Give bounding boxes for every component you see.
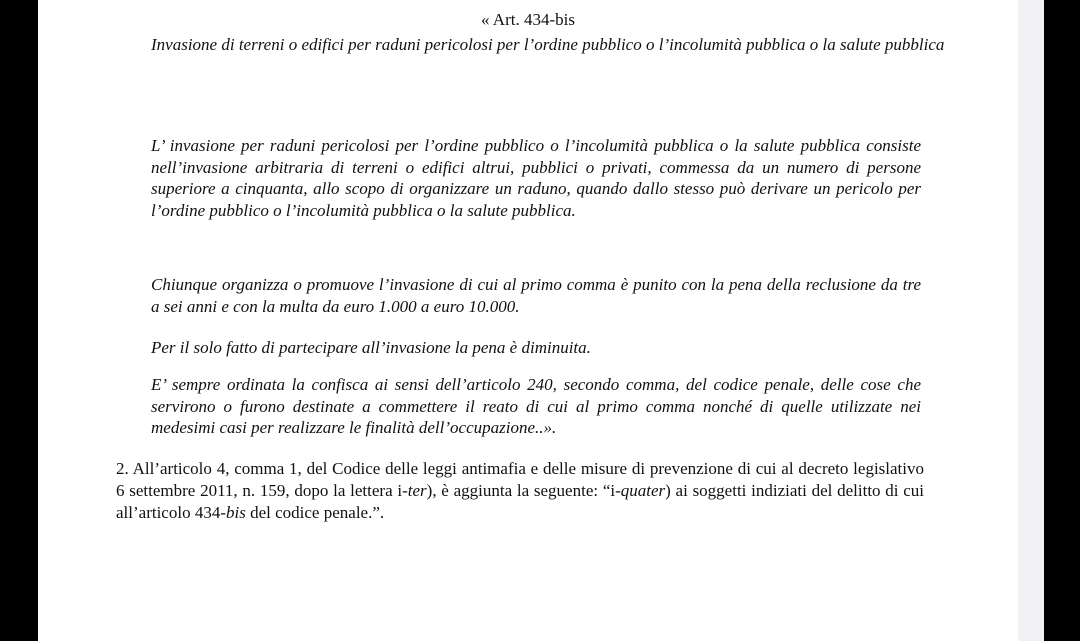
document-page	[38, 0, 1018, 641]
paragraph-2: Chiunque organizza o promuove l’invasione di cui al primo comma è punito con la pena della reclusione da tre a sei anni e con la multa da euro 1.000 a euro 10.000.	[151, 275, 921, 316]
item-2-text-c: ) ai soggetti indiziati del delitto di cui all’articolo 434-	[116, 481, 925, 522]
article-heading: Invasione di terreni o edifici per raduni pericolosi per l’ordine pubblico o l’incolumità pubblica o la salute pubblica	[151, 35, 945, 54]
item-2-paragraph	[116, 458, 924, 524]
item-2-quater: quater	[620, 481, 666, 500]
item-2-ter: ter	[407, 481, 427, 500]
item-2-text-d: del codice penale.”.	[245, 503, 385, 522]
item-2-text-b: ), è aggiunta la seguente: “i-	[426, 481, 621, 500]
article-title: « Art. 434-bis	[481, 10, 575, 29]
side-strip	[1018, 0, 1044, 641]
paragraph-3: Per il solo fatto di partecipare all’invasione la pena è diminuita.	[151, 338, 591, 357]
item-2-text-a: 2. All’articolo 4, comma 1, del Codice delle leggi antimafia e delle misure di prevenzione di cui al decreto legislativo 6 settembre 2011, n. 159, dopo la lettera i-	[116, 459, 924, 500]
paragraph-4: E’ sempre ordinata la confisca ai sensi dell’articolo 240, secondo comma, del codice penale, delle cose che servirono o furono destinate a commettere il reato di cui al primo comma nonché di quelle utilizzate nei medesimi casi per realizzare le finalità dell’occupazione..».	[151, 375, 921, 437]
item-2-bis: bis	[226, 503, 246, 522]
paragraph-1: L’ invasione per raduni pericolosi per l’ordine pubblico o l’incolumità pubblica o la salute pubblica consiste nell’invasione arbitraria di terreni o edifici altrui, pubblici o privati, commessa da un numero di persone superiore a cinquanta, allo scopo di organizzare un raduno, quando dallo stesso può derivare un pericolo per l’ordine pubblico o l’incolumità pubblica o la salute pubblica.	[151, 136, 921, 220]
